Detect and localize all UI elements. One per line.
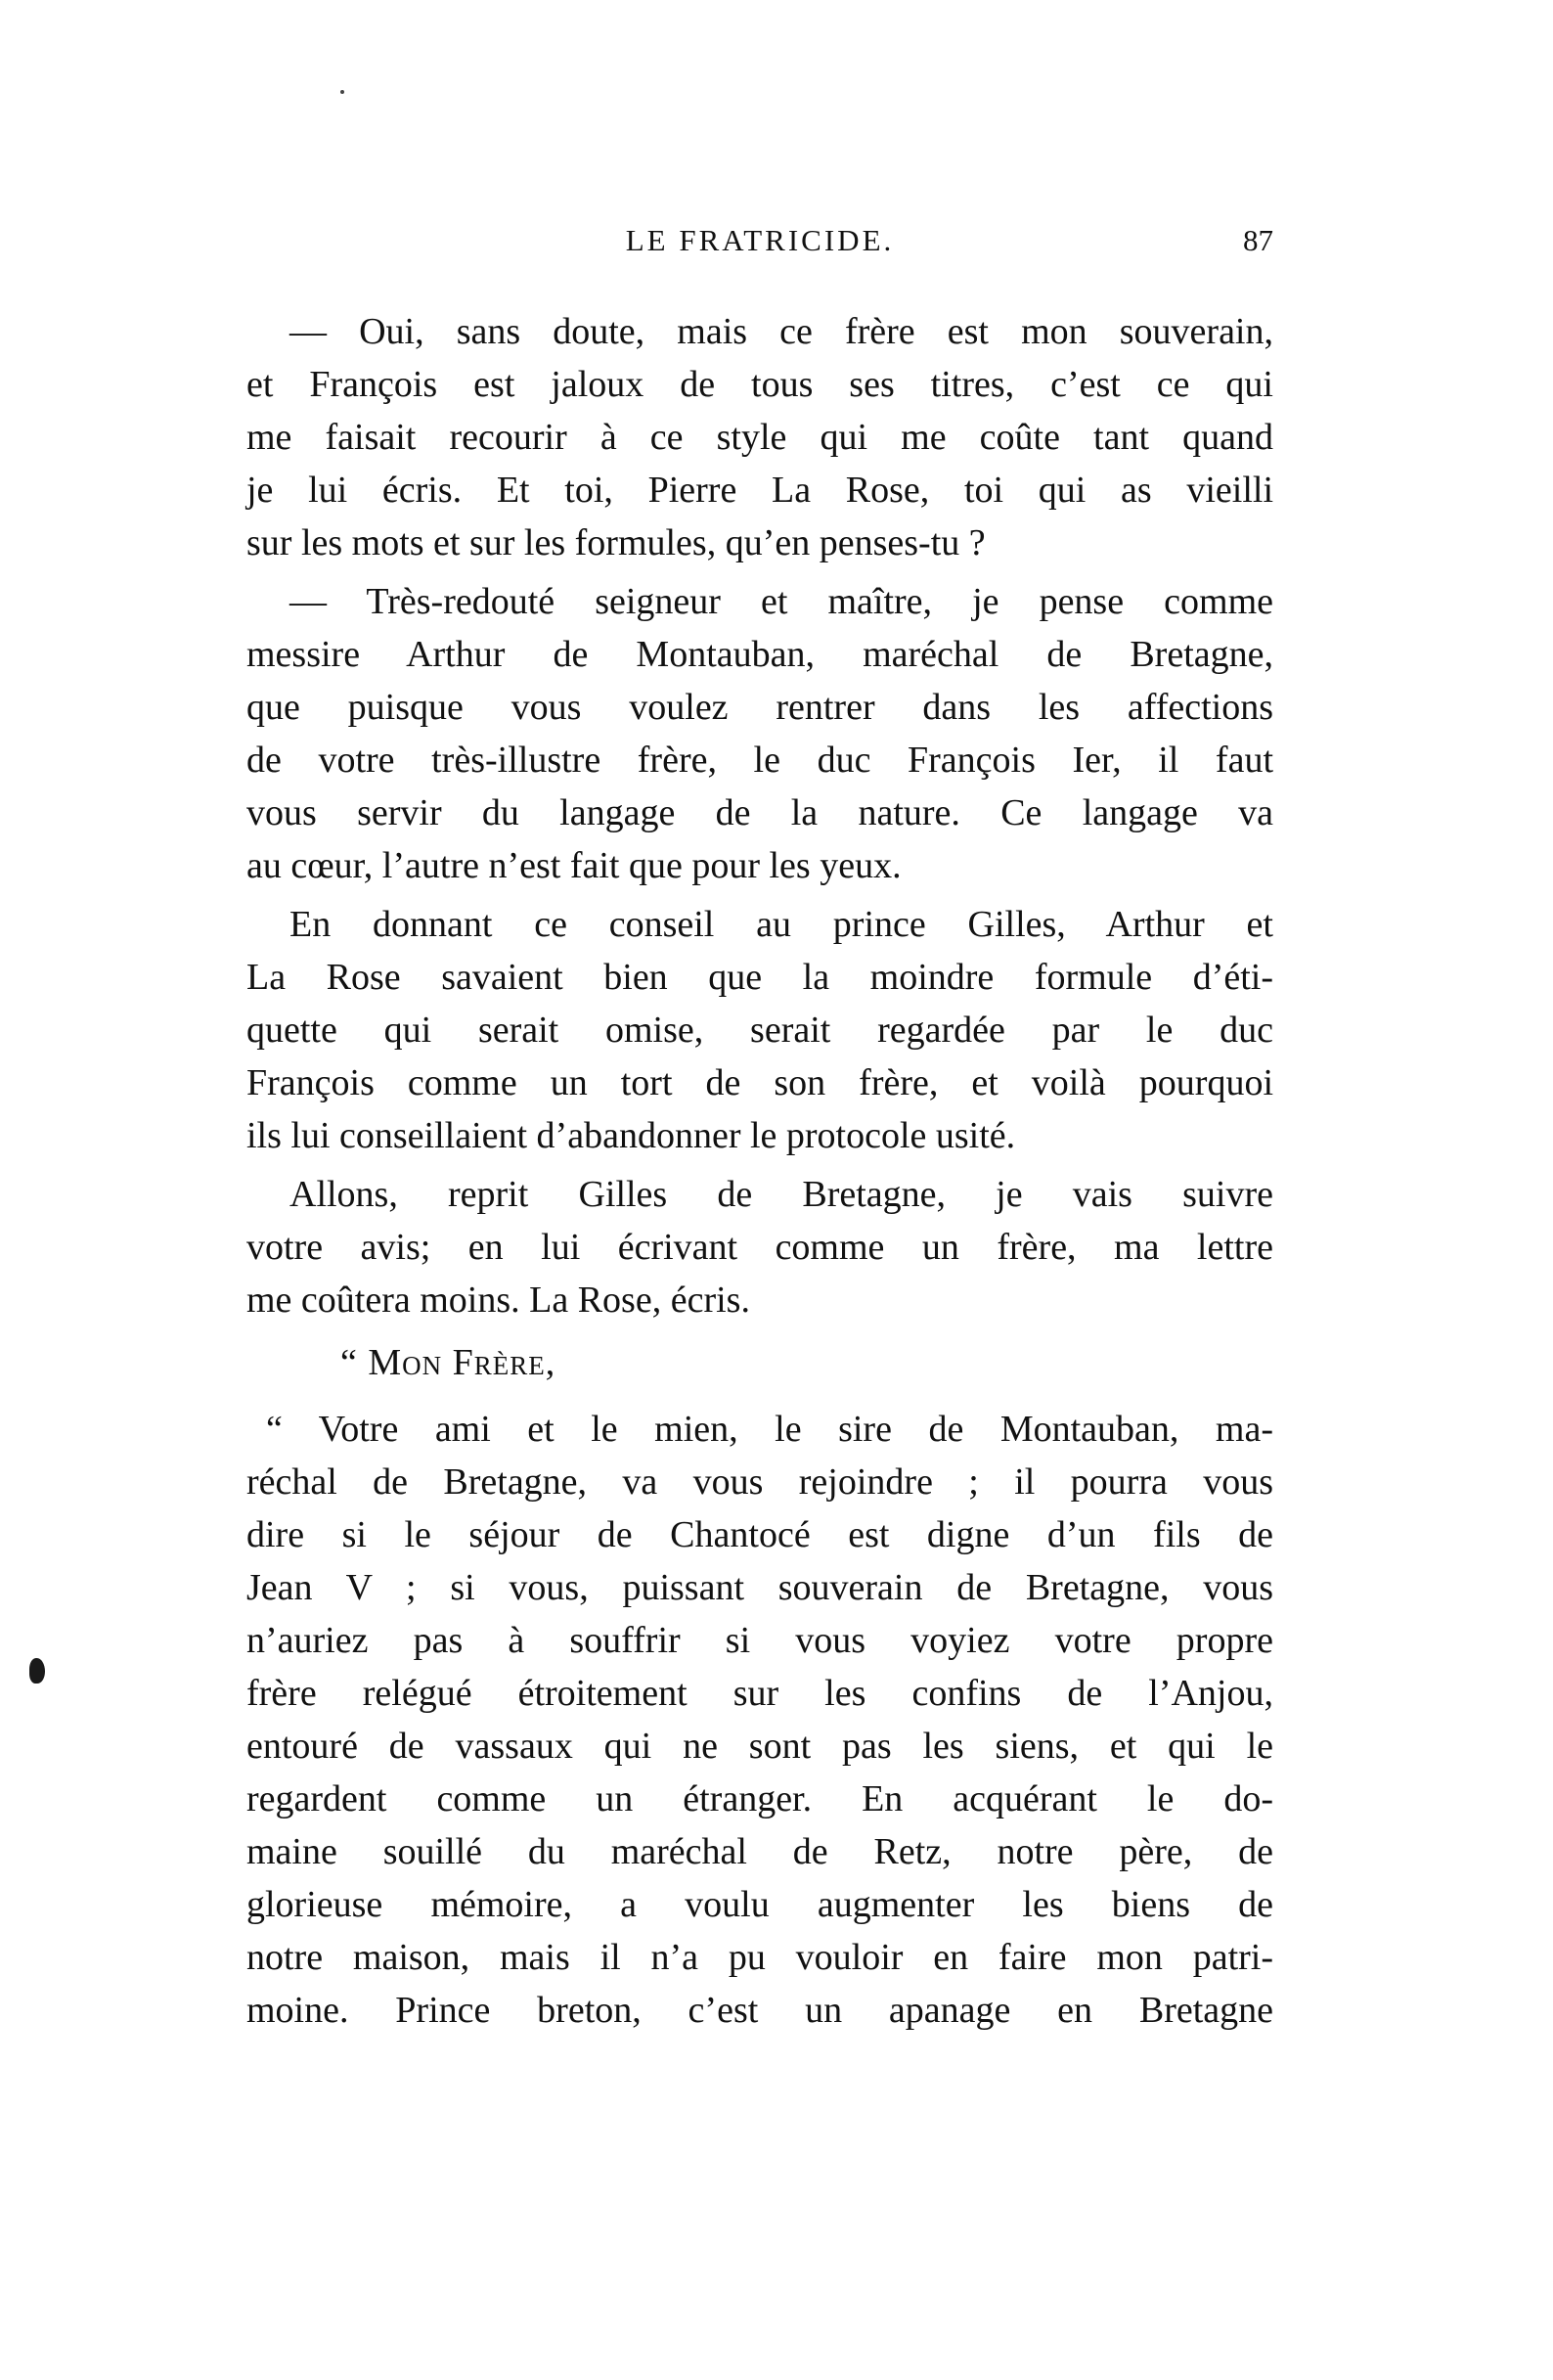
text-line: n’auriez pas à souffrir si vous voyiez votre propre xyxy=(246,1620,1273,1661)
text-line: En donnant ce conseil au prince Gilles, Arthur et xyxy=(289,904,1273,945)
text-line: Jean V ; si vous, puissant souverain de Bretagne, vous xyxy=(246,1567,1273,1608)
text-line: vous servir du langage de la nature. Ce langage va xyxy=(246,792,1273,833)
text-line: votre avis; en lui écrivant comme un frère, ma lettre xyxy=(246,1227,1273,1268)
text-line: maine souillé du maréchal de Retz, notre père, de xyxy=(246,1831,1273,1872)
text-line: réchal de Bretagne, va vous rejoindre ; il pourra vous xyxy=(246,1461,1273,1503)
ink-blot xyxy=(29,1658,45,1684)
text-line: regardent comme un étranger. En acquérant le do- xyxy=(246,1778,1273,1819)
text-line: François comme un tort de son frère, et voilà pourquoi xyxy=(246,1062,1273,1103)
text-line: me faisait recourir à ce style qui me coûte tant quand xyxy=(246,417,1273,458)
text-line: que puisque vous voulez rentrer dans les affections xyxy=(246,687,1273,728)
text-line: dire si le séjour de Chantocé est digne d’un fils de xyxy=(246,1514,1273,1555)
text-line: moine. Prince breton, c’est un apanage en Bretagne xyxy=(246,1990,1273,2031)
paragraph xyxy=(246,305,1273,569)
text-line: — Oui, sans doute, mais ce frère est mon souverain, xyxy=(289,311,1273,352)
text-line: frère relégué étroitement sur les confins de l’Anjou, xyxy=(246,1673,1273,1714)
text-line: me coûtera moins. La Rose, écris. xyxy=(246,1280,750,1321)
running-title: LE FRATRICIDE. xyxy=(625,223,895,257)
text-line: La Rose savaient bien que la moindre formule d’éti- xyxy=(246,957,1273,998)
paragraph xyxy=(246,898,1273,1162)
text-line: sur les mots et sur les formules, qu’en penses-tu ? xyxy=(246,522,986,563)
text-line: je lui écris. Et toi, Pierre La Rose, toi qui as vieilli xyxy=(246,470,1273,511)
letter-body xyxy=(246,1403,1273,2037)
text-line: “ Votre ami et le mien, le sire de Montauban, ma- xyxy=(266,1409,1273,1450)
text-line: glorieuse mémoire, a voulu augmenter les biens de xyxy=(246,1884,1273,1925)
text-line: ils lui conseillaient d’abandonner le protocole usité. xyxy=(246,1115,1016,1156)
page-header xyxy=(246,223,1273,272)
paper-speck xyxy=(340,90,344,94)
paragraph xyxy=(246,1168,1273,1326)
text-line: quette qui serait omise, serait regardée par le duc xyxy=(246,1010,1273,1051)
paragraph xyxy=(246,575,1273,892)
page-number: 87 xyxy=(1243,223,1273,257)
text-line: Allons, reprit Gilles de Bretagne, je vais suivre xyxy=(289,1174,1273,1215)
text-line: de votre très-illustre frère, le duc François Ier, il faut xyxy=(246,740,1273,781)
body-text xyxy=(246,305,1273,2037)
text-line: entouré de vassaux qui ne sont pas les siens, et qui le xyxy=(246,1726,1273,1767)
text-line: messire Arthur de Montauban, maréchal de Bretagne, xyxy=(246,634,1273,675)
text-line: et François est jaloux de tous ses titres, c’est ce qui xyxy=(246,364,1273,405)
text-line: au cœur, l’autre n’est fait que pour les yeux. xyxy=(246,845,902,886)
text-line: — Très-redouté seigneur et maître, je pense comme xyxy=(289,581,1273,622)
text-line: notre maison, mais il n’a pu vouloir en faire mon patri- xyxy=(246,1937,1273,1978)
letter-salutation: “ Mon Frère, xyxy=(340,1342,556,1383)
